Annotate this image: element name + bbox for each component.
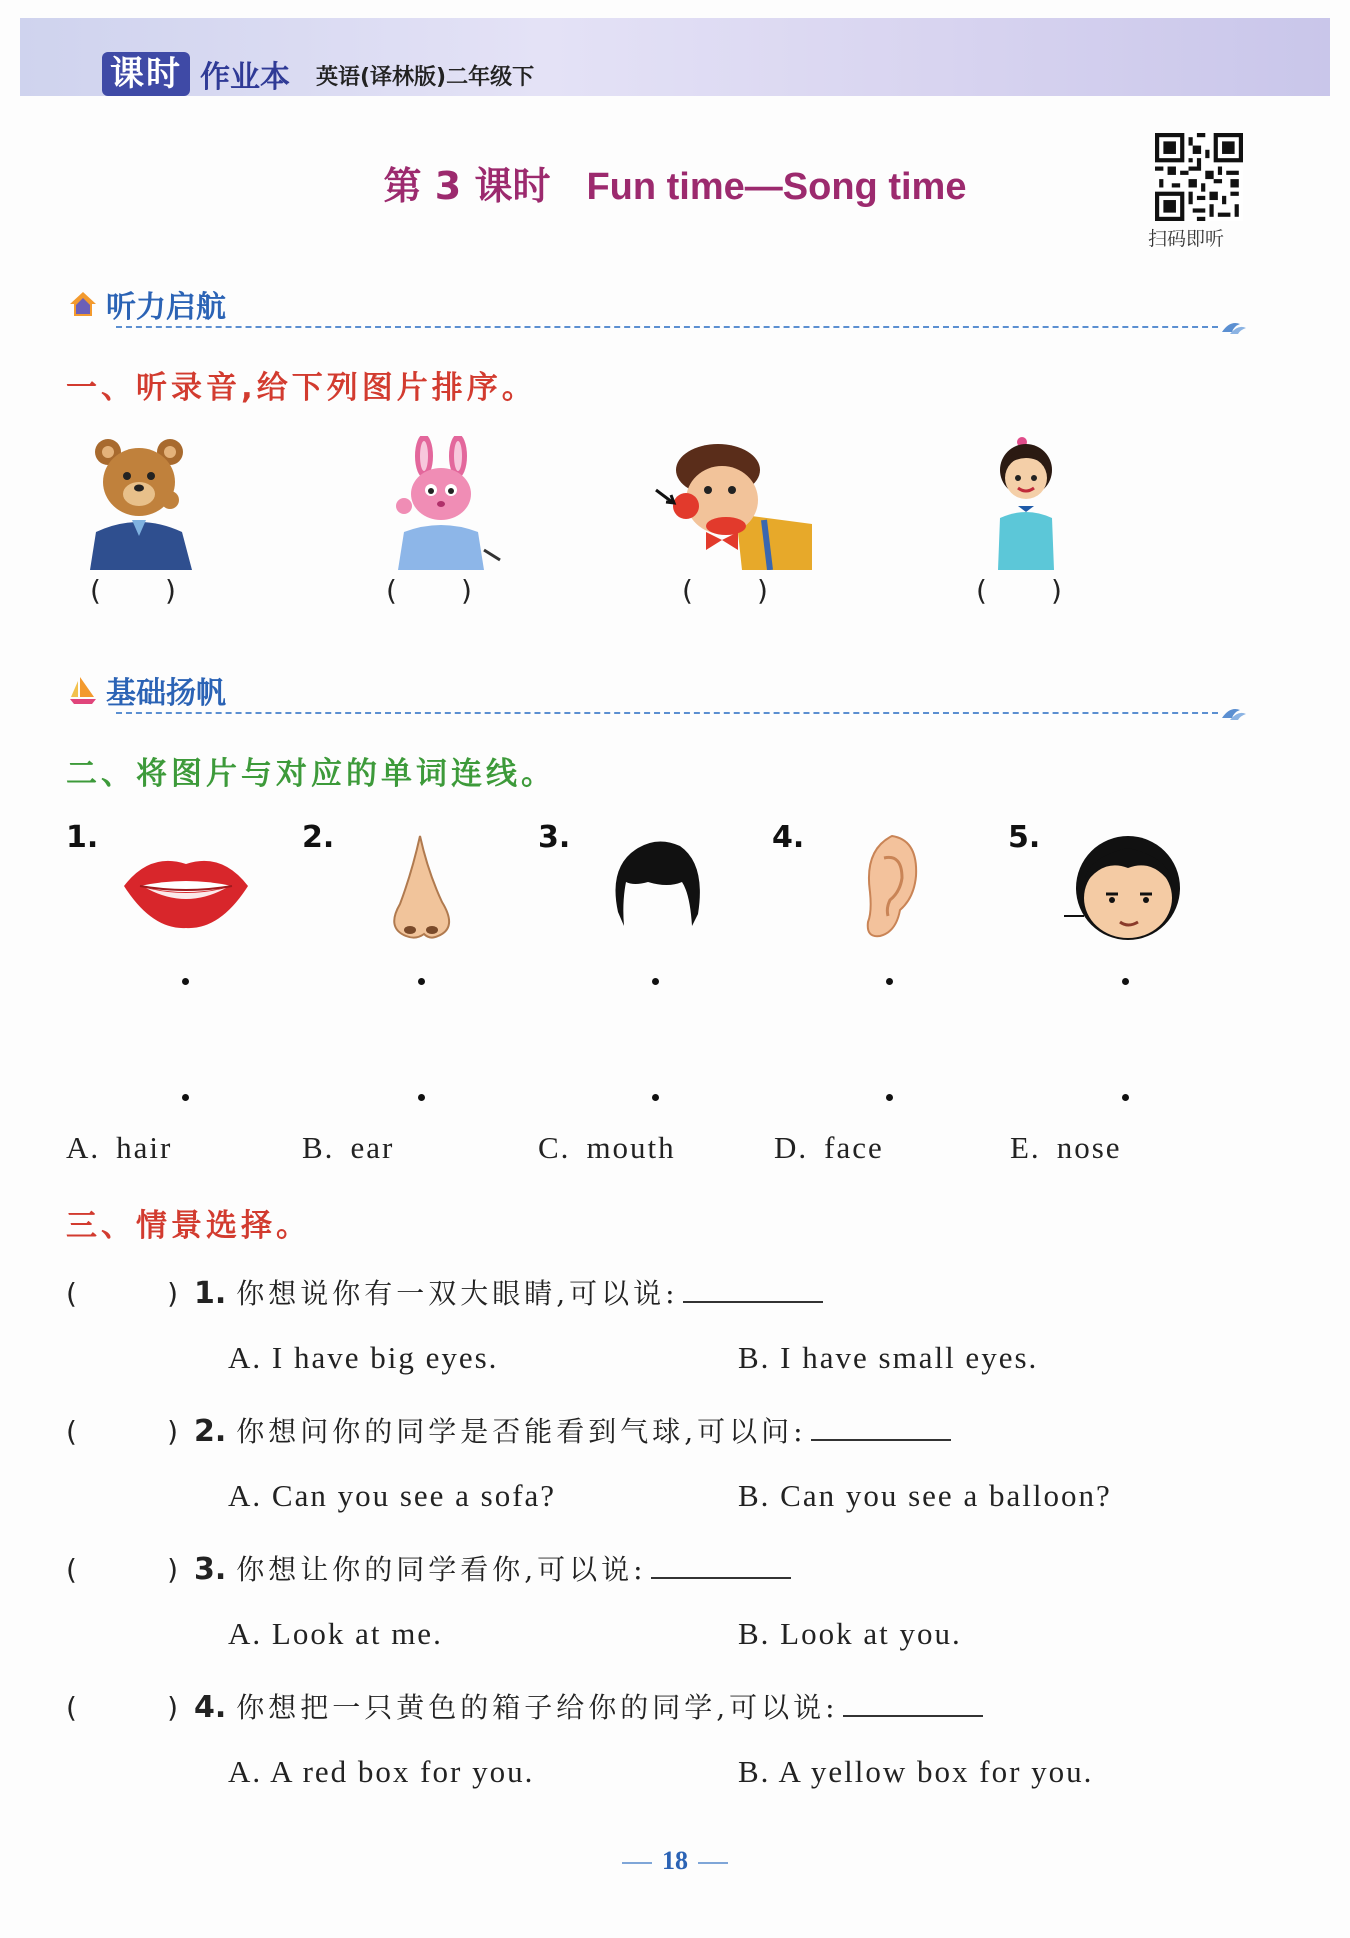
option-a[interactable]: A. Look at me. (228, 1616, 443, 1651)
answer-blank[interactable] (843, 1687, 983, 1717)
page-title (0, 155, 1350, 210)
item-number: 5. (1008, 820, 1041, 855)
ear-picture (862, 834, 920, 940)
match-dot[interactable] (418, 978, 425, 985)
section-divider (116, 326, 1218, 328)
qr-code-icon[interactable] (1155, 133, 1243, 221)
logo-main: 课时 (102, 52, 190, 96)
answer-blank[interactable] (811, 1411, 951, 1441)
answer-bracket[interactable]: ( ) (66, 1277, 178, 1310)
option-b[interactable]: B. A yellow box for you. (738, 1754, 1094, 1789)
question-2: ( ) 2. 你想问你的同学是否能看到气球,可以问: (66, 1410, 951, 1450)
answer-bracket[interactable]: ( ) (66, 1691, 178, 1724)
answer-bracket[interactable]: ( ) (66, 1415, 178, 1448)
wave-icon (1220, 702, 1248, 722)
q1-heading: 一、听录音,给下列图片排序。 (66, 370, 537, 406)
hair-picture (608, 836, 706, 928)
match-dot[interactable] (418, 1094, 425, 1101)
sailboat-icon (68, 675, 98, 705)
option-b[interactable]: B. Look at you. (738, 1616, 962, 1651)
section-listening (68, 282, 1248, 326)
q3-heading: 三、情景选择。 (66, 1208, 311, 1244)
match-dot[interactable] (1122, 1094, 1129, 1101)
bear-picture (84, 436, 198, 570)
wave-icon (1220, 316, 1248, 336)
house-icon (68, 289, 98, 319)
answer-blank[interactable] (651, 1549, 791, 1579)
word-option-d: D. face (774, 1130, 884, 1165)
page-number: 18 (0, 1846, 1350, 1876)
face-picture (1062, 828, 1186, 944)
answer-paren[interactable]: ( ) (682, 574, 768, 607)
rabbit-picture (384, 436, 502, 570)
answer-paren[interactable]: ( ) (976, 574, 1062, 607)
word-option-c: C. mouth (538, 1130, 676, 1165)
item-number: 4. (772, 820, 805, 855)
word-option-b: B. ear (302, 1130, 395, 1165)
section-divider (116, 712, 1218, 714)
match-dot[interactable] (182, 1094, 189, 1101)
option-a[interactable]: A. Can you see a sofa? (228, 1478, 557, 1513)
answer-paren[interactable]: ( ) (90, 574, 176, 607)
q2-heading: 二、将图片与对应的单词连线。 (66, 756, 556, 792)
question-1: ( ) 1. 你想说你有一双大眼睛,可以说: (66, 1272, 823, 1312)
match-dot[interactable] (652, 1094, 659, 1101)
brand-logo (102, 52, 290, 96)
qr-caption: 扫码即听 (1148, 228, 1225, 250)
match-dot[interactable] (886, 1094, 893, 1101)
question-3: ( ) 3. 你想让你的同学看你,可以说: (66, 1548, 791, 1588)
item-number: 3. (538, 820, 571, 855)
section-basics (68, 668, 1248, 712)
logo-text: 作业本 (200, 60, 290, 95)
clown-picture (652, 440, 812, 570)
lesson-topic: Fun time—Song time (586, 166, 967, 208)
option-a[interactable]: A. I have big eyes. (228, 1340, 499, 1375)
word-option-e: E. nose (1010, 1130, 1122, 1165)
mouth-picture (120, 846, 252, 930)
lesson-number: 第 3 课时 (383, 164, 551, 208)
match-dot[interactable] (652, 978, 659, 985)
option-b[interactable]: B. Can you see a balloon? (738, 1478, 1112, 1513)
answer-bracket[interactable]: ( ) (66, 1553, 178, 1586)
answer-paren[interactable]: ( ) (386, 574, 472, 607)
subject-label: 英语(译林版)二年级下 (316, 65, 535, 90)
answer-blank[interactable] (683, 1273, 823, 1303)
match-dot[interactable] (886, 978, 893, 985)
option-a[interactable]: A. A red box for you. (228, 1754, 535, 1789)
match-dot[interactable] (1122, 978, 1129, 985)
nose-picture (380, 832, 460, 942)
word-option-a: A. hair (66, 1130, 173, 1165)
section-label-listening: 听力启航 (106, 290, 226, 325)
section-label-basics: 基础扬帆 (106, 676, 226, 711)
question-4: ( ) 4. 你想把一只黄色的箱子给你的同学,可以说: (66, 1686, 983, 1726)
item-number: 1. (66, 820, 99, 855)
item-number: 2. (302, 820, 335, 855)
match-dot[interactable] (182, 978, 189, 985)
girl-picture (988, 436, 1068, 570)
option-b[interactable]: B. I have small eyes. (738, 1340, 1039, 1375)
